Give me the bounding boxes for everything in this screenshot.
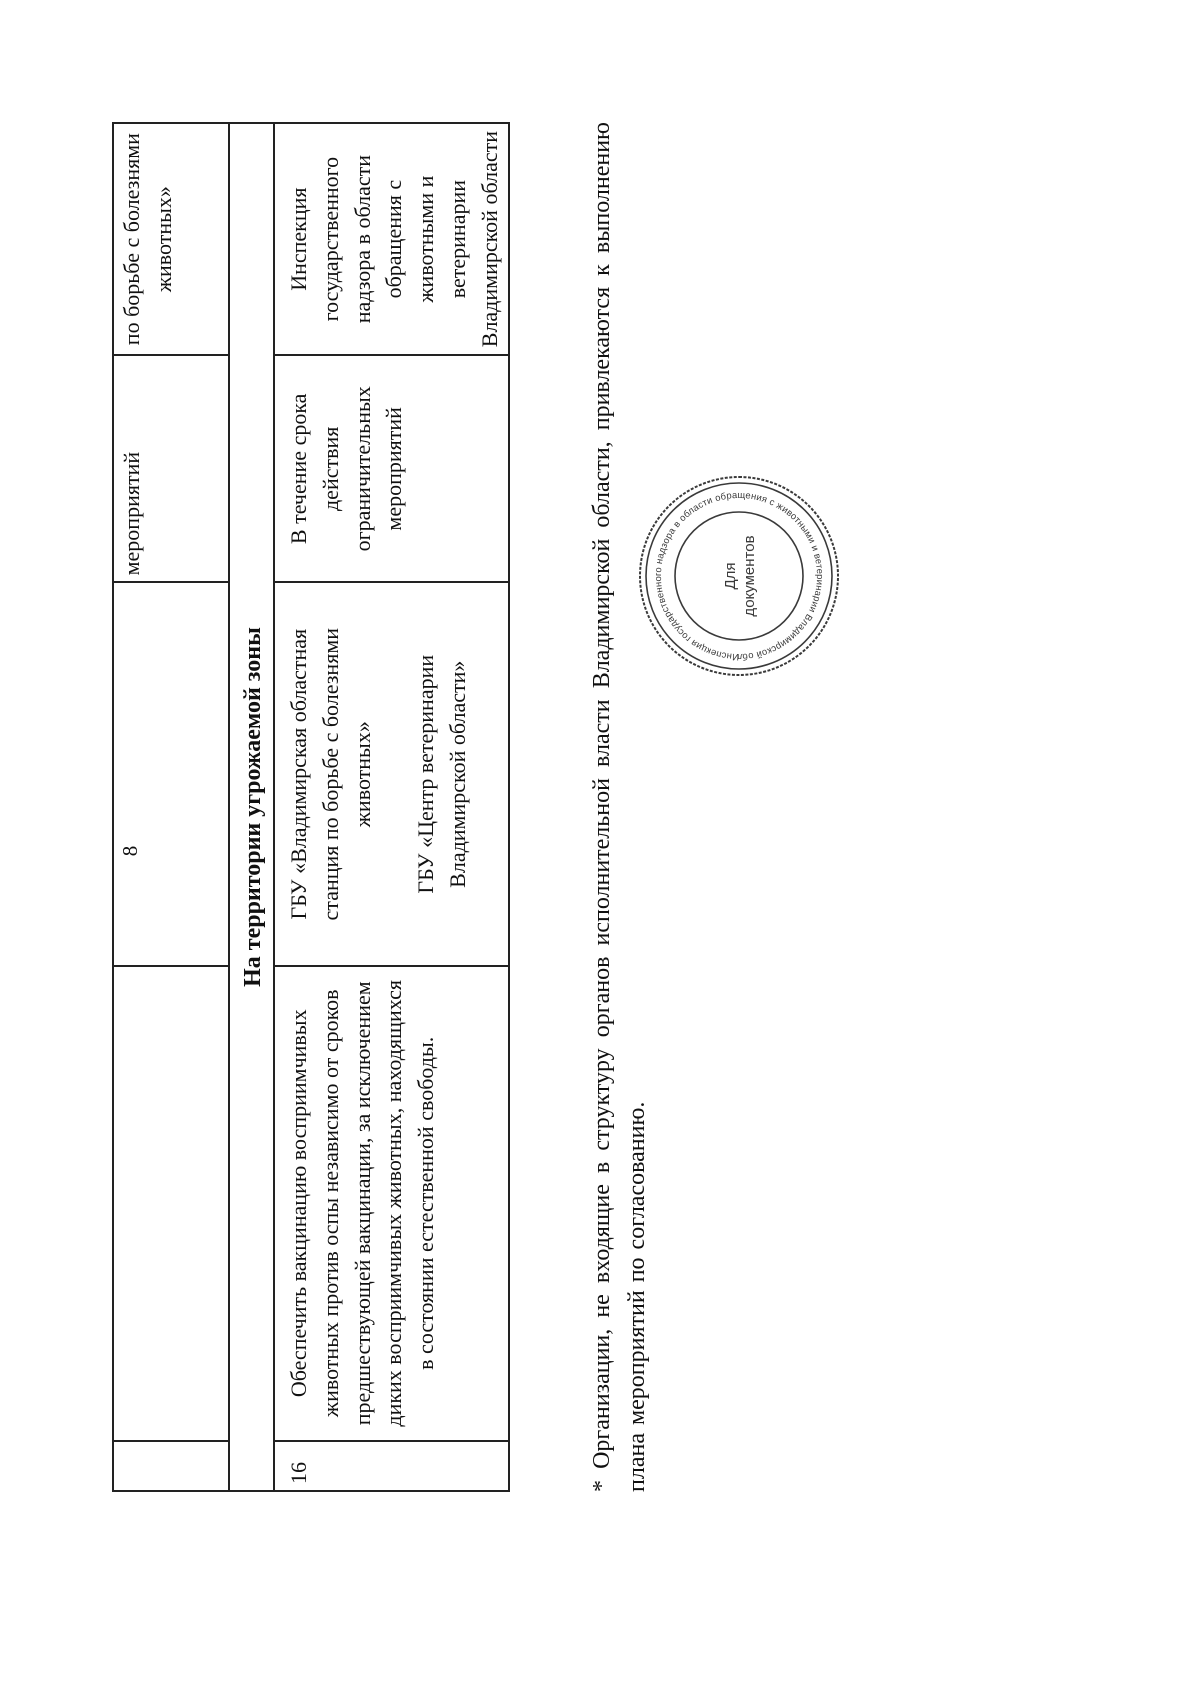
cell-term: В течение срока действия ограничительных мероприятий (274, 355, 509, 582)
executor-name: ГБУ «Центр ветеринарии Владимирской области» (413, 654, 471, 894)
cell-responsible: Инспекция государственного надзора в области обращения с животными и ветеринарии Владимирской области (274, 123, 509, 355)
table-row (274, 123, 509, 1491)
cell-action (113, 966, 229, 1441)
cell-executor (113, 582, 229, 966)
stamp-center-line-1: Для (722, 562, 739, 590)
cell-term: мероприятий (113, 355, 229, 582)
table-row-continuation (113, 123, 229, 1491)
official-stamp (636, 473, 842, 679)
stamp-center-line-2: документов (741, 535, 758, 617)
cell-number: 16 (274, 1441, 509, 1491)
executor-name: ГБУ «Владимирская областная станция по борьбе с болезнями животных» (285, 627, 375, 921)
stamp-seal-icon (636, 473, 842, 679)
cell-number (113, 1441, 229, 1491)
stamp-ring-text: Инспекция государственного надзора в области обращения с животными и ветеринарии Владимирской обл (651, 488, 827, 664)
page-number: 8 (118, 845, 142, 857)
cell-responsible: по борьбе с болезнями животных» (113, 123, 229, 355)
cell-executor (274, 582, 509, 966)
cell-action: Обеспечить вакцинацию восприимчивых животных против оспы независимо от сроков предшествующей вакцинации, за исключением диких восприимчивых животных, находящихся в состоянии естественной свободы. (274, 966, 509, 1441)
footnote: * Организации, не входящие в структуру органов исполнительной власти Владимирской области, привлекаются к выполнению плана мероприятий по согласованию. (589, 122, 650, 1492)
table-section-header (229, 123, 274, 1491)
section-title: На территории угрожаемой зоны (229, 123, 274, 1491)
measures-table (112, 122, 510, 1492)
